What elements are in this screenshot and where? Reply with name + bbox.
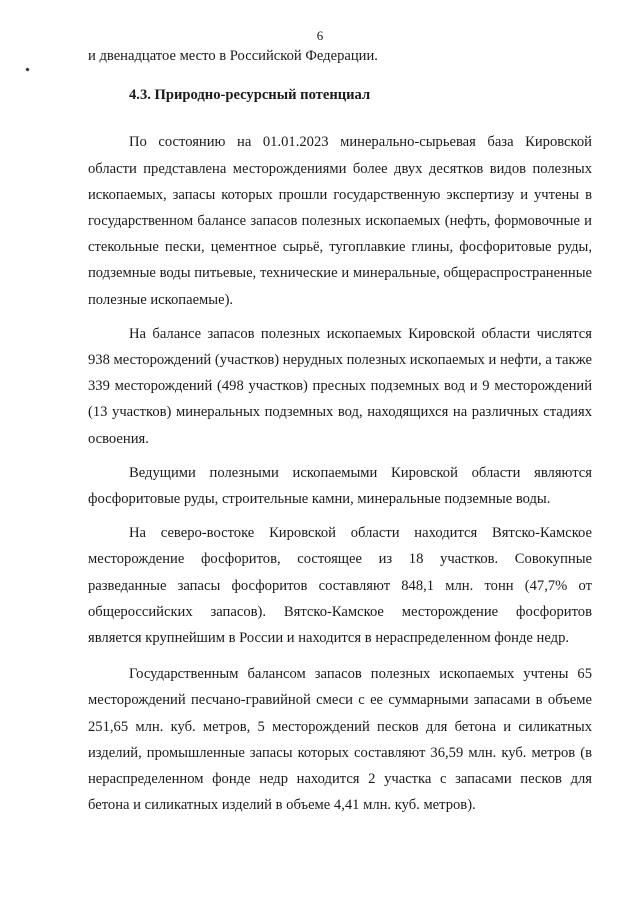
intro-line: и двенадцатое место в Российской Федерации. bbox=[88, 48, 378, 64]
paragraph-balance: На балансе запасов полезных ископаемых Кировской области числятся 938 месторождений (участков) нерудных полезных ископаемых и нефти, а также 339 месторождений (498 участков) пресных подземных вод и 9 месторождений (13 участков) минеральных подземных вод, находящихся на различных стадиях освоения. bbox=[88, 325, 592, 447]
paragraph-leading-minerals: Ведущими полезными ископаемыми Кировской области являются фосфоритовые руды, строительные камни, минеральные подземные воды. bbox=[88, 464, 592, 508]
scan-mark bbox=[25, 67, 29, 71]
paragraph-sand-gravel: Государственным балансом запасов полезных ископаемых учтены 65 месторождений песчано-гравийной смеси с ее суммарными запасами в объеме 251,65 млн. куб. метров, 5 месторождений песков для бетона и силикатных изделий, промышленные запасы которых составляют 36,59 млн. куб. метров (в нераспределенном фонде недр находится 2 участка с запасами песков для бетона и силикатных изделий в объеме 4,41 млн. куб. метров). bbox=[88, 666, 592, 814]
page-number: 6 bbox=[316, 28, 324, 43]
paragraph-mineral-base: По состоянию на 01.01.2023 минерально-сырьевая база Кировской области представлена месторождениями более двух десятков видов полезных ископаемых, запасы которых прошли государственную экспертизу и учтены в государственном балансе запасов полезных ископаемых (нефть, формовочные и стекольные пески, цементное сырьё, тугоплавкие глины, фосфоритовые руды, подземные воды питьевые, технические и минеральные, общераспространенные полезные ископаемые). bbox=[88, 134, 592, 308]
section-heading: 4.3. Природно-ресурсный потенциал bbox=[129, 87, 371, 104]
document-body bbox=[88, 43, 592, 818]
paragraph-phosphorites: На северо-востоке Кировской области находится Вятско-Камское месторождение фосфоритов, состоящее из 18 участков. Совокупные разведанные запасы фосфоритов составляют 848,1 млн. тонн (47,7% от общероссийских запасов). Вятско-Камское месторождение фосфоритов является крупнейшим в России и находится в нераспределенном фонде недр. bbox=[88, 525, 592, 647]
